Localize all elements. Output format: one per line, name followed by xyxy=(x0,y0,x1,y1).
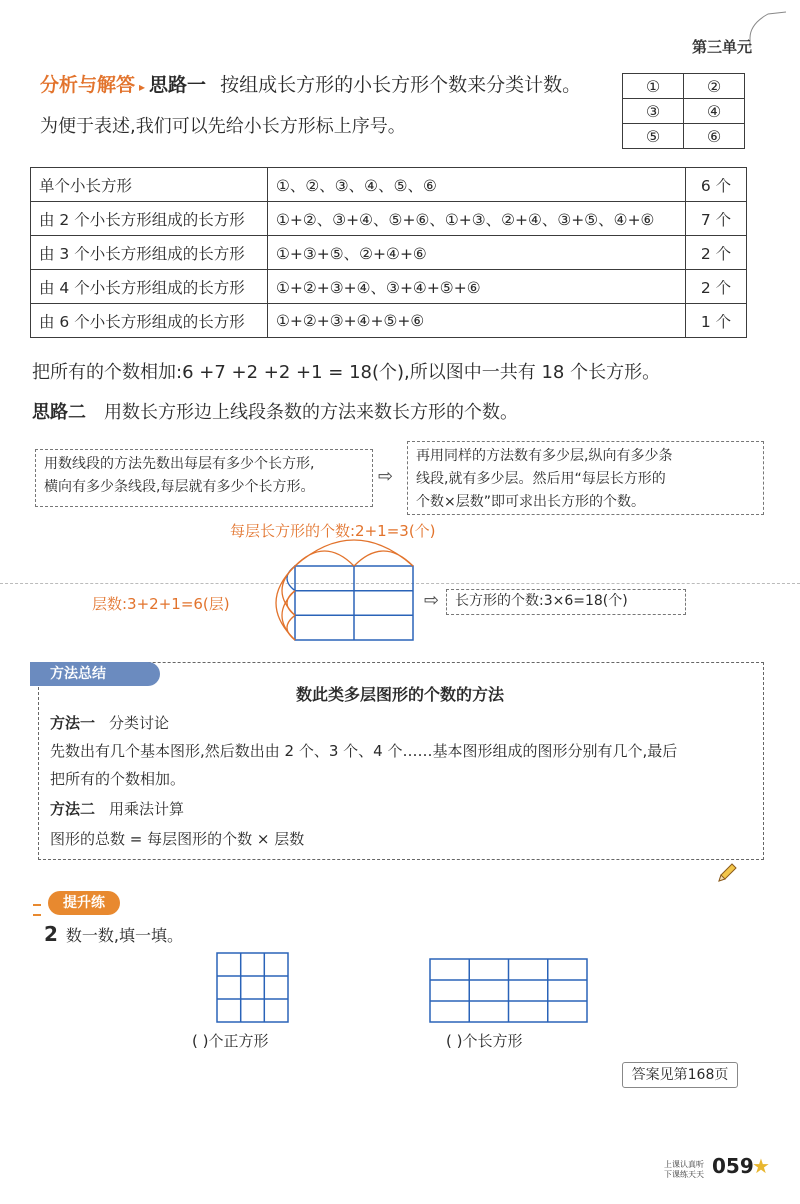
grid-cell: ⑤ xyxy=(623,124,684,149)
count-table xyxy=(30,167,747,338)
fill-rectangles: ( )个长方形 xyxy=(446,1032,523,1050)
items-cell: ①、②、③、④、⑤、⑥ xyxy=(268,168,686,202)
idea1-text: 按组成长方形的小长方形个数来分类计数。 xyxy=(220,74,582,96)
count-cell: 1 个 xyxy=(686,304,747,338)
question-2 xyxy=(44,922,183,946)
rectangle-grid-figure xyxy=(429,958,589,1024)
category-cell: 由 6 个小长方形组成的长方形 xyxy=(31,304,268,338)
idea2-text: 用数长方形边上线段条数的方法来数长方形的个数。 xyxy=(104,402,518,423)
layers-label: 层数:3+2+1=6(层) xyxy=(92,595,230,613)
grid-cell: ④ xyxy=(684,99,745,124)
category-cell: 由 2 个小长方形组成的长方形 xyxy=(31,202,268,236)
explain-line: 用数线段的方法先数出每层有多少个长方形, xyxy=(44,456,315,472)
question-text: 数一数,填一填。 xyxy=(65,926,184,945)
question-number: 2 xyxy=(44,922,58,946)
explain-line: 再用同样的方法数有多少层,纵向有多少条 xyxy=(416,448,673,464)
numbered-grid xyxy=(622,73,745,149)
analysis-tag: 分析与解答 xyxy=(40,74,136,96)
method2-name: 用乘法计算 xyxy=(109,800,185,818)
analysis-heading xyxy=(40,70,581,97)
table-row xyxy=(31,202,747,236)
count-cell: 7 个 xyxy=(686,202,747,236)
method1-label: 方法一 xyxy=(50,714,96,732)
answer-reference: 答案见第168页 xyxy=(622,1062,738,1088)
per-layer-label: 每层长方形的个数:2+1=3(个) xyxy=(230,522,436,540)
footer-slogan-line: 上课认真听 xyxy=(664,1160,704,1169)
arrow-right-icon: ⇨ xyxy=(424,590,440,611)
grid-cell: ③ xyxy=(623,99,684,124)
result-box: 长方形的个数:3×6=18(个) xyxy=(446,589,686,615)
explain-line: 线段,就有多少层。然后用“每层长方形的 xyxy=(416,471,666,487)
count-cell: 2 个 xyxy=(686,236,747,270)
explain-line: 横向有多少条线段,每层就有多少个长方形。 xyxy=(44,479,315,495)
method2-heading xyxy=(50,798,184,819)
count-cell: 6 个 xyxy=(686,168,747,202)
method-tag: 方法总结 xyxy=(30,662,160,686)
category-cell: 由 3 个小长方形组成的长方形 xyxy=(31,236,268,270)
method2-text: 图形的总数 = 每层图形的个数 × 层数 xyxy=(50,830,305,848)
idea2-heading xyxy=(32,398,518,424)
footer-slogan xyxy=(664,1160,704,1180)
grid-cell: ② xyxy=(684,74,745,99)
count-cell: 2 个 xyxy=(686,270,747,304)
idea2-label: 思路二 xyxy=(32,402,86,423)
explain-box-left xyxy=(35,449,373,507)
table-row xyxy=(31,168,747,202)
rectangle-diagram xyxy=(255,538,425,648)
explain-line: 个数×层数”即可求出长方形的个数。 xyxy=(416,494,645,510)
sum-line: 把所有的个数相加:6 +7 +2 +2 +1 = 18(个),所以图中一共有 18 个长方形。 xyxy=(32,362,661,383)
practice-tag: 提升练 xyxy=(48,891,120,915)
unit-label: 第三单元 xyxy=(691,38,752,56)
grid-cell: ⑥ xyxy=(684,124,745,149)
corner-decoration xyxy=(748,10,788,50)
table-row xyxy=(31,304,747,338)
category-cell: 单个小长方形 xyxy=(31,168,268,202)
page-number: 059 xyxy=(712,1154,754,1178)
star-icon: ★ xyxy=(752,1154,770,1178)
fill-squares: ( )个正方形 xyxy=(192,1032,269,1050)
grid-cell: ① xyxy=(623,74,684,99)
table-row xyxy=(31,236,747,270)
tag-dot-icon: ▸ xyxy=(139,80,146,94)
arrow-right-icon: ⇨ xyxy=(378,466,394,487)
items-cell: ①+③+⑤、②+④+⑥ xyxy=(268,236,686,270)
method-title: 数此类多层图形的个数的方法 xyxy=(295,685,504,704)
items-cell: ①+②、③+④、⑤+⑥、①+③、②+④、③+⑤、④+⑥ xyxy=(268,202,686,236)
items-cell: ①+②+③+④、③+④+⑤+⑥ xyxy=(268,270,686,304)
square-grid-figure xyxy=(216,952,289,1023)
footer-slogan-line: 下课练天天 xyxy=(664,1170,704,1179)
explain-box-right xyxy=(407,441,764,515)
method2-label: 方法二 xyxy=(50,800,96,818)
method1-text-line2: 把所有的个数相加。 xyxy=(50,770,186,788)
intro-text: 为便于表述,我们可以先给小长方形标上序号。 xyxy=(40,116,406,137)
method1-text-line1: 先数出有几个基本图形,然后数出由 2 个、3 个、4 个……基本图形组成的图形分别有几个,最后 xyxy=(50,742,678,760)
category-cell: 由 4 个小长方形组成的长方形 xyxy=(31,270,268,304)
items-cell: ①+②+③+④+⑤+⑥ xyxy=(268,304,686,338)
practice-bar-icon xyxy=(33,904,41,916)
method1-name: 分类讨论 xyxy=(109,714,170,732)
idea1-label: 思路一 xyxy=(149,74,207,96)
method1-heading xyxy=(50,712,169,733)
pencil-icon xyxy=(716,862,738,884)
table-row xyxy=(31,270,747,304)
